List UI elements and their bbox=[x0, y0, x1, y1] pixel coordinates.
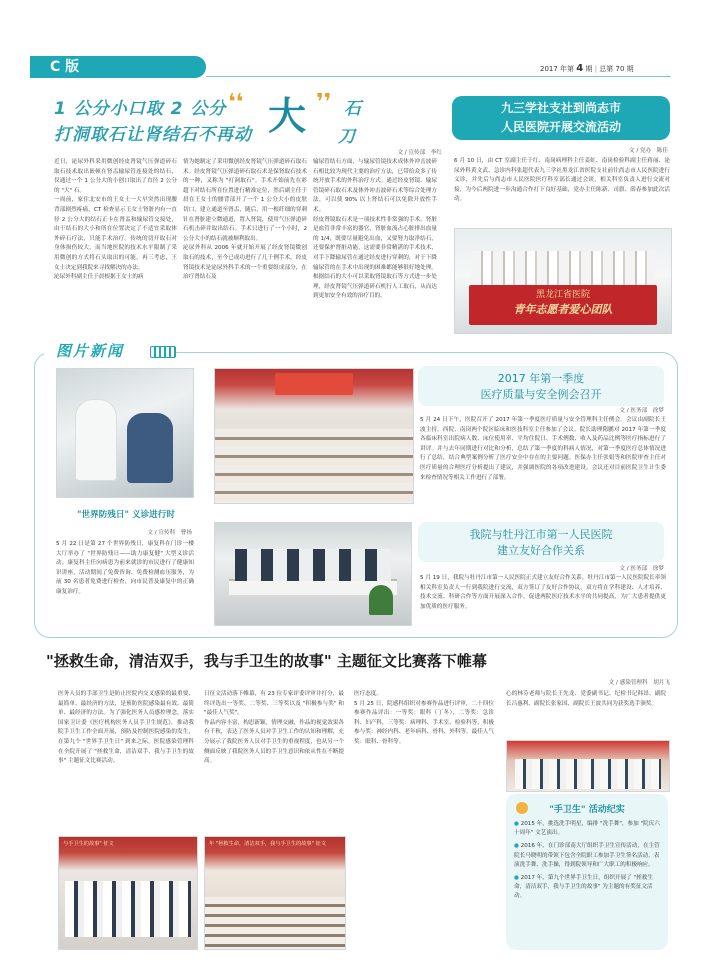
quality-meeting-photo bbox=[214, 368, 414, 504]
volunteer-group-photo bbox=[454, 228, 672, 334]
essay-col2: 日征文活动落下帷幕，有 23 位专家评委评审并打分，最终评选出一等奖、二等奖、三等奖以及 "积极参与奖" 和 "最佳人气奖"。 作品内容丰富，构思新颖，情理交融，作品的视觉效果各有千秋，表达了医务人员对手卫生工作的认知和理解，充分展示了我院医务人员对手卫生的重视程度，也从另一个侧面反映了我院医务人员的手卫生意识和依从性在不断提高。 bbox=[204, 691, 344, 765]
headline-big-char: 大 bbox=[268, 94, 307, 138]
section-label: C 版 bbox=[50, 59, 80, 75]
lead-headline bbox=[48, 90, 428, 146]
award-ceremony-photo-1 bbox=[58, 836, 198, 950]
photo-news-label: 图片新闻 bbox=[56, 342, 125, 360]
quote-marks-close-icon: ❜❜ bbox=[316, 90, 332, 115]
quality-body: 5 月 24 日下午，医院召开了 2017 年第一季度医疗质量与安全管理科主任例会。会议由副院长王波主持，西院、南岗两个院区临床和医技科室主任参加了会议。院长助理隋鹏对 2017 年第一季度各临床科室出院病人数、床位使用率、平均住院日、手术例数、收入及药品比例等医疗指标进行了讲评。并与去年同期进行对比和分析，总结了第一季度的科病人情况，对第一季度医疗总体情况进行了总结，结合典型案例分析了医疗安全中存在的主要问题。医保办主任张娟等和医院审查主任对医疗质量的合理医疗分析提出了建议，并强调医院的各项改进建设。会议还对目前医院卫生计生委来检查情况等相关工作进行了部署。 bbox=[420, 417, 666, 481]
audience-seats bbox=[205, 897, 345, 949]
doctor-figure bbox=[75, 399, 117, 481]
lead-byline: 文 / 宣传部 李红 bbox=[397, 150, 442, 156]
award-group-people bbox=[515, 759, 661, 789]
event-item bbox=[514, 842, 662, 870]
event-text: 2015 年，挑选洗手明星，编排 "洗手舞"，参加 "院庆六十周年" 文艺演出。 bbox=[514, 821, 660, 837]
essay-title: "拯救生命，清洁双手，我与手卫生的故事" 主题征文比赛落下帷幕 bbox=[46, 652, 487, 670]
lead-col1: 近日，泌尿外科采用微创经皮肾镜气压弹道碎石取石技术取出嵌顿在肾盂输尿管连接处的结石，仅通过一个 1 公分大的小创口取出了直径 2 公分的 "大" 石。 一周前，家住北安市的王女士一大早突然出现腰背部剧烈疼痛，CT 检查显示王女士肾脏内有一直径 2 公分大的结石正卡在肾盂和输尿管交接处，由于结石的大小和所在位置决定了不适宜采取体外碎石疗法，只能手术治疗。传统的切开取石对身体损伤较大，而当地医院的技术水平限制了采用微创的方式将石头取出的可能，再三考虑，王女士决定到我院来寻找解决的办法。 泌尿外科副主任于晨根据王女士的病 bbox=[54, 159, 177, 281]
clinic-title: "世界防残日" 义诊进行时 bbox=[77, 510, 175, 520]
bullet-icon: ● bbox=[514, 843, 521, 850]
mudanjiang-body: 5 月 19 日，我院与牡丹江市第一人民医院正式建立友好合作关系。牡丹江市第一人民医院院长率领相关科室负责人一行到我院进行交流，双方签订了友好合作协议。双方将在学科建设、人才培养、技术交流、科研合作等方面开展深入合作，促进两院医疗技术水平的共同提高，为广大患者提供更加优质的医疗服务。 bbox=[420, 575, 666, 610]
events-list bbox=[514, 820, 662, 902]
mudanjiang-title-line2: 建立友好合作关系 bbox=[497, 544, 585, 557]
headline-line2: 打洞取石让肾结石不再动 bbox=[54, 125, 252, 145]
banner-line2: 青年志愿者爱心团队 bbox=[513, 303, 613, 316]
quality-title-line2: 医疗质量与安全例会召开 bbox=[480, 388, 602, 401]
event-text: 2016 年，在门诊部南大厅组织手卫生宣传活动，在主管院长马晓明的带领下包含全院职工参加手卫生签名活动，表演洗手舞、洗手操，得到院领导和广大职工的积极响应。 bbox=[514, 843, 660, 868]
issue-info: 2017 年第 4 期 | 总第 70 期 bbox=[540, 63, 634, 74]
headline-line1-end: 石 bbox=[344, 99, 361, 119]
lead-col2: 情为她制定了采用微创经皮肾镜气压弹道碎石取石术。经皮肾镜气压弹道碎石取石术是保肾取石技术的一种，又称为 "打洞取石"。手术开始前先在彩超下对结石所在位置进行精准定位，然后副主任于晨在王女士的腰背部开了一个 1 公分大小的皮肤切口，建立通道至肾盂，随后，用一根纤细的穿刺针在肾脏建立微通道，置入肾镜，使用气压弹道碎石机击碎并取出结石。手术只进行了一个小时，2 公分大小的结石就被顺利取出。 泌尿外科从 2006 年就开始开展了经皮肾镜微创取石的技术，至今已成功进行了几千例手术。经皮肾镜技术是泌尿外科手术的一个重要组成部分，在治疗肾结石及 bbox=[183, 159, 307, 281]
banner-line1: 黑龙江省医院 bbox=[535, 290, 590, 300]
patient-figure bbox=[127, 413, 173, 483]
event-text: 2017 年，第九个世界手卫生日，组织开展了 "拯救生命，清洁双手，我与手卫生的故事" 为主题的有奖征文活动。 bbox=[514, 875, 653, 900]
award-ceremony-photo-2 bbox=[204, 836, 346, 950]
essay-col3: 医疗态度。 5 月 25 日，院感科组织对参赛作品进行评审，二十四位参赛作品评出：一等奖：眼科（丁冬），二等奖：急诊科、妇产科，三等奖：病理科、手术室、检验科等，积极参与奖：神经内科、老年病科、骨科、外科等。最佳人气奖：眼科、骨科等。 bbox=[354, 691, 494, 745]
quality-title-line1: 2017 年第一季度 bbox=[497, 372, 585, 385]
meeting-screen bbox=[275, 373, 353, 395]
essay-byline: 文 / 感染管理科 胡月飞 bbox=[608, 680, 670, 686]
exchange-byline: 文 / 党办 陈佳 bbox=[628, 148, 668, 154]
exchange-title-line1: 九三学社支社到尚志市 bbox=[500, 101, 621, 115]
events-title: "手卫生" 活动纪实 bbox=[549, 805, 625, 815]
participants bbox=[235, 549, 391, 581]
exchange-title-band bbox=[452, 96, 670, 140]
issue-date: 2017 年第 bbox=[540, 65, 575, 73]
clinic-byline: 文 / 宣传科 曹扬 bbox=[147, 530, 192, 536]
volunteer-banner bbox=[469, 285, 657, 325]
exchange-title-line2: 人民医院开展交流活动 bbox=[500, 120, 621, 134]
header-rule bbox=[206, 76, 671, 77]
mudanjiang-title-line1: 我院与牡丹江市第一人民医院 bbox=[469, 528, 613, 541]
quality-byline: 文 / 医务部 徐梦 bbox=[619, 408, 664, 414]
issue-unit: 期 bbox=[585, 65, 593, 73]
exchange-body: 6 月 10 日，由 CT 室副主任于红、南岗病理科主任姜虹、南岗检验科副主任蒋丽、泌尿外科黄文武、急诊内科张超代表九三学社黑龙江省医院支社前往尚志市人民医院进行义诊，并先后与尚志市人民医院医疗科室部长通过会谈，相关科室负责人进行交流对接，为今后两院进一步沟通合作打下良好基础，党办主任陈新、司旗、薛春参加此次活动。 bbox=[454, 158, 670, 203]
clinic-photo bbox=[56, 368, 194, 498]
flower-pot bbox=[369, 585, 393, 615]
headline-line1: 1 公分小口取 2 公分 bbox=[54, 99, 227, 119]
award-winners-row bbox=[65, 881, 191, 937]
issue-total: 总第 70 期 bbox=[599, 65, 634, 73]
people-row bbox=[471, 251, 655, 287]
bullet-icon: ● bbox=[514, 875, 521, 882]
quote-marks-icon: ❛❛ bbox=[228, 90, 244, 115]
issue-number: 4 bbox=[576, 63, 584, 74]
mudanjiang-byline: 文 / 医务部 徐梦 bbox=[619, 566, 664, 572]
photo2-banner-text: 年 "拯救生命，清洁双手，我与手卫生的故事" 征文 bbox=[209, 841, 327, 847]
cooperation-photo bbox=[214, 522, 412, 626]
essay-col1: 医务人员的手部卫生是防止医院内交叉感染的最重要、最简单、最经济的方法，是预防医院感染最有效、最简单、最经济的方法。为了强化医务人员感控理念，落实国家卫计委《医疗机构医务人员手卫生规范》，推动我院手卫生工作全面开展，预防及控制医院感染的发生，在第九个 "世界手卫生日" 到来之际，医院感染管理科在全院开展了 "拯救生命，清洁双手，我与手卫生的故事" 主题征文比赛活动。 bbox=[58, 691, 194, 765]
award-group-photo bbox=[506, 740, 670, 792]
clinic-body: 5 月 22 日是第 27 个世界防残日，康复科在门诊一楼大厅举办了 "世界防残日——助力康复健" 大型义诊活动。康复科主任向病患为前来就诊的市民进行了健康知识讲座，活动期间了免费咨询、免费检测血压服务，为前 30 名患者免费进行检查，向市民普及康复中的正确康复治疗。 bbox=[56, 541, 194, 595]
event-item bbox=[514, 874, 662, 902]
event-item bbox=[514, 820, 662, 838]
headline-line2-end: 刀 bbox=[338, 127, 355, 147]
film-strip-icon bbox=[150, 346, 176, 358]
photo1-banner-text: 与手卫生的故事" 征文 bbox=[63, 841, 114, 847]
lead-col3: 输尿管结石方面，与输尿管镜技术成体外冲击波碎石相比较为现代主要的治疗方法，已带给众多了传统开放手术的外科治疗方式。通过经皮肾镜、输尿管镜碎石取石术及体外冲击波碎石术等综合处理方法，可以使 90% 以上肾结石可以免除开放性手术。 经皮肾镜取石术是一项技术性非常强的手术，肾脏是血管非常丰富的器官，肾脏血流占心脏排出血量的 1/4，既要尽量避免出血，又要努力取净结石，还要保护肾脏功能，这需要非常精湛的手术技术，对手下降输尿管在通过经皮进行穿刺的，对于下降输尿管的在手术中出现的困难都能够很好地处理。根据结石的大小可以采取肾镜取石等方式进一步处理，经皮肾镜气压弹道碎石机行人工取石，从而达到更加安全有效的治疗目的。 bbox=[313, 159, 437, 300]
bullet-icon: ● bbox=[514, 821, 521, 827]
audience-rows bbox=[215, 429, 413, 503]
essay-col4: 心的林芬老师与院长王先龙、党委副书记、纪检书记韩昂、副院长吕惠利、副院长张家国、副院长王波共同为获奖选手颁奖。 bbox=[506, 691, 666, 707]
